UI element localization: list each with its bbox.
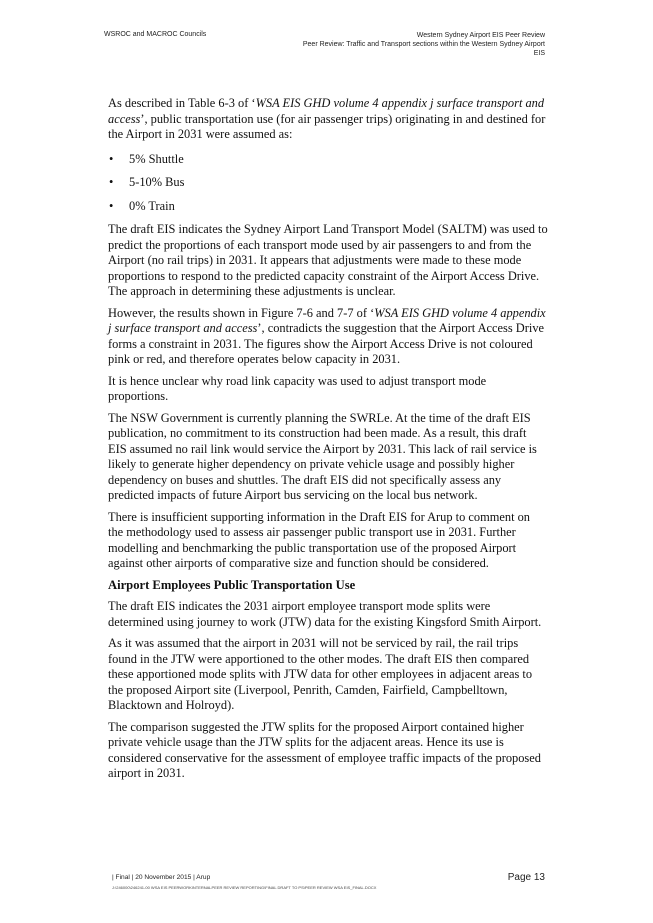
paragraph-insufficient-info: There is insufficient supporting information in the Draft EIS for Arup to comment on the methodology used to assess air passenger public transport use in 2031. Further modelling and benchmarking the public transportation use of the proposed Airport against other airports of comparative size and function should be considered. — [108, 509, 531, 570]
header-title-line-1: Western Sydney Airport EIS Peer Review — [416, 32, 545, 39]
list-item-text: 5-10% Bus — [129, 175, 185, 189]
paragraph-rail-apportion: As it was assumed that the airport in 2031 will not be serviced by rail, the rail trips found in the JTW were apportioned to the other modes. The draft EIS then compared these apportioned mode splits with JTW data for other employees in adjacent areas to the proposed Airport site (Liverpool, Penrith, Camden, Fairfield, Campbelltown, Blacktown and Holroyd). — [108, 636, 533, 712]
intro-text-start: As described in Table 6-3 of ‘ — [108, 96, 256, 110]
bullet-icon: • — [109, 151, 114, 166]
intro-paragraph — [108, 96, 548, 143]
list-item-text: 5% Shuttle — [129, 151, 184, 166]
figures-reference: WSA EIS GHD volume 4 appendix j surface transport and access — [108, 305, 546, 335]
figures-text-end: ’, contradicts the suggestion that the Airport Access Drive forms a constraint in 2031. The figures show the Airport Access Drive is not coloured pink or red, and therefore operates below capacity in 2031. — [108, 321, 545, 366]
list-item — [108, 152, 548, 168]
header-client: WSROC and MACROC Councils — [104, 31, 207, 38]
bullet-icon: • — [109, 198, 114, 213]
paragraph-comparison: The comparison suggested the JTW splits for the proposed Airport contained higher private vehicle usage than the JTW splits for the adjacent areas. Hence its use is considered conservative for the assessment of employee traffic impacts of the proposed airport in 2031. — [108, 719, 541, 780]
paragraph-road-capacity: It is hence unclear why road link capacity was used to adjust transport mode proportions. — [108, 373, 487, 403]
paragraph-figures — [108, 306, 548, 368]
section-heading: Airport Employees Public Transportation Use — [108, 577, 356, 592]
page-number: Page 13 — [507, 872, 545, 883]
mode-share-list — [108, 152, 548, 215]
list-item-text: 0% Train — [129, 198, 175, 213]
paragraph-swrle: The NSW Government is currently planning the SWRLe. At the time of the draft EIS publication, no commitment to its construction had been made. As a result, this draft EIS assumed no rail link would service the Airport by 2031. This lack of rail service is likely to generate higher dependency on private vehicle usage and possibly higher dependency on buses and shuttles. The draft EIS did not specifically assess any predicted impacts of future Airport bus servicing on the local bus network. — [108, 410, 537, 502]
footer-file-path: J:\246000\246241-00 WSA EIS PEERWORKINTERNALPEER REVIEW REPORTING\FINAL DRAFT TO PS\PEER REVIEW WSA EIS_FINAL.DOCX — [112, 885, 377, 890]
paragraph-saltm: The draft EIS indicates the Sydney Airport Land Transport Model (SALTM) was used to predict the proportions of each transport mode used by air passengers to and from the Airport (no rail trips) in 2031. It appears that adjustments were made to these mode proportions to respond to the predicted capacity constraint of the Airport Access Drive. The approach in determining these adjustments is unclear. — [108, 222, 548, 298]
bullet-icon: • — [109, 175, 114, 189]
header-title-line-3: EIS — [533, 50, 545, 57]
list-item — [108, 175, 548, 191]
header-title-line-2: Peer Review: Traffic and Transport sections within the Western Sydney Airport — [302, 41, 545, 48]
figures-text-start: However, the results shown in Figure 7-6 and 7-7 of ‘ — [108, 305, 375, 320]
intro-reference: WSA EIS GHD volume 4 appendix j surface transport and access — [108, 96, 545, 126]
list-item — [108, 199, 548, 215]
document-body — [108, 96, 548, 788]
paragraph-employee-jtw: The draft EIS indicates the 2031 airport employee transport mode splits were determined using journey to work (JTW) data for the existing Kingsford Smith Airport. — [108, 599, 542, 629]
intro-text-end: ’, public transportation use (for air passenger trips) originating in and destined for the Airport in 2031 were assumed as: — [108, 111, 546, 141]
footer-status: | Final | 20 November 2015 | Arup — [112, 874, 211, 881]
header-title — [245, 31, 545, 58]
